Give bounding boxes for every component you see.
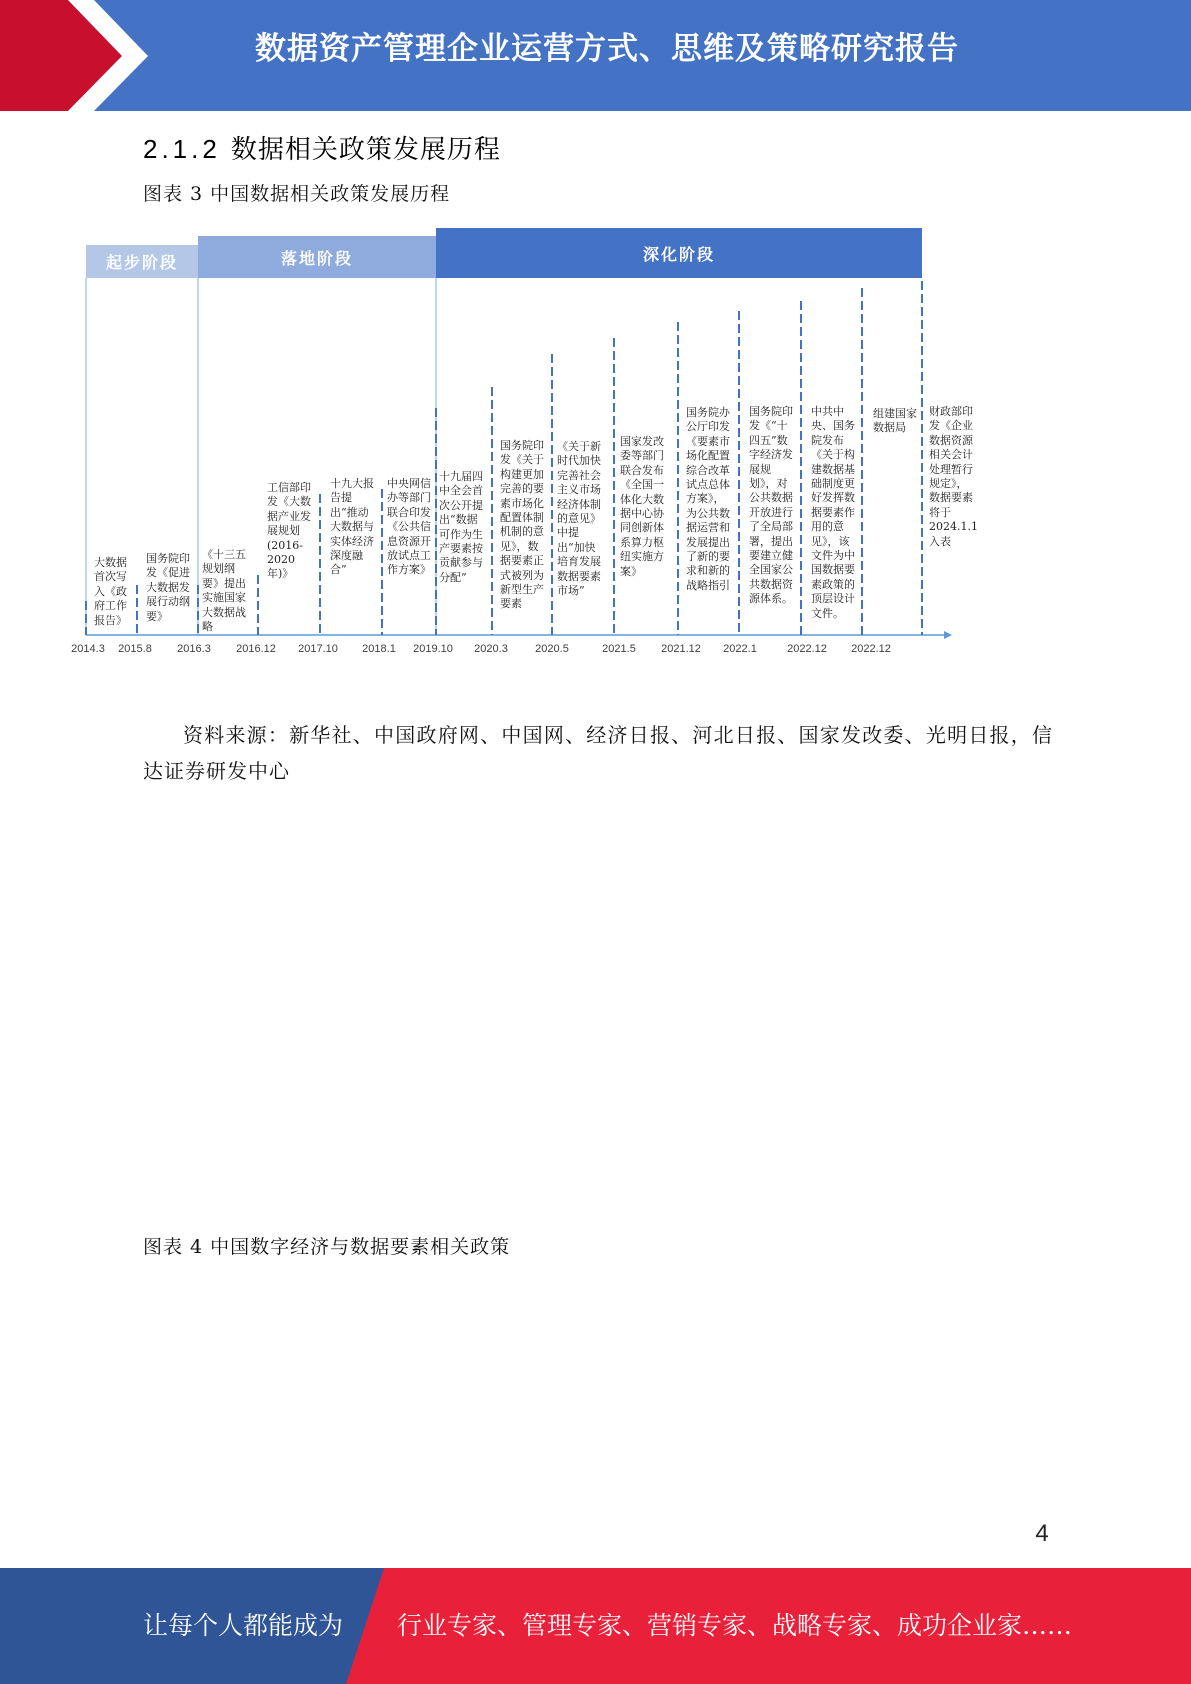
- footer-band: [0, 1568, 1191, 1684]
- axis-date-label: 2015.8: [118, 643, 152, 655]
- section-heading: [143, 132, 501, 166]
- axis-date-label: 2021.12: [661, 643, 701, 655]
- source-note: 资料来源：新华社、中国政府网、中国网、经济日报、河北日报、国家发改委、光明日报，信达证券研发中心: [143, 723, 1053, 783]
- page-number: 4: [1035, 1520, 1049, 1547]
- axis-date-label: 2019.10: [413, 643, 453, 655]
- timeline-event-text: 财政部印发《企业数据资源相关会计处理暂行规定》，数据要素将于2024.1.1入表: [929, 405, 978, 548]
- phase-landing-label: 落地阶段: [198, 236, 436, 278]
- timeline-event-text: 国务院印发《关于构建更加完善的要素市场化配置体制机制的意见》，数据要素正式被列为新型生产要素: [500, 439, 544, 611]
- axis-date-label: 2017.10: [298, 643, 338, 655]
- phase-deepening-label: 深化阶段: [436, 228, 922, 278]
- timeline-event-text: 国务院办公厅印发《要素市场化配置综合改革试点总体方案》，为公共数据运营和发展提出了新的要求和新的战略指引: [686, 406, 730, 592]
- timeline-event-text: 中央网信办等部门联合印发《公共信息资源开放试点工作方案》: [387, 477, 431, 577]
- figure-3-caption: 图表 3 中国数据相关政策发展历程: [143, 183, 451, 205]
- phase-start-label: 起步阶段: [86, 245, 198, 278]
- timeline-event-text: 《关于新时代加快完善社会主义市场经济体制的意见》中提出“加快培育发展数据要素市场”: [557, 440, 601, 598]
- timeline-event-text: 国家发改委等部门联合发布《全国一体化大数据中心协同创新体系算力枢纽实施方案》: [620, 435, 664, 578]
- header-arrow-decoration: [0, 0, 160, 111]
- axis-date-label: 2022.12: [851, 643, 891, 655]
- axis-date-label: 2018.1: [362, 643, 396, 655]
- timeline-event-text: 国务院印发《“十四五”数字经济发展规划》，对公共数据开放进行了全局部署，提出要建立健全国家公共数据资源体系。: [749, 405, 793, 606]
- policy-timeline-figure: [60, 220, 980, 670]
- axis-date-label: 2016.3: [177, 643, 211, 655]
- footer-slogan-roles: 行业专家、管理专家、营销专家、战略专家、成功企业家……: [397, 1611, 1073, 1640]
- timeline-event-text: 组建国家数据局: [873, 407, 917, 435]
- timeline-event-text: 中共中央、国务院发布《关于构建数据基础制度更好发挥数据要素作用的意见》，该文件为中国数据要素政策的顶层设计文件。: [811, 405, 855, 620]
- timeline-event-text: 《十三五规划纲要》提出实施国家大数据战略: [202, 548, 246, 634]
- timeline-event-text: 十九大报告提出“推动大数据与实体经济深度融合”: [330, 477, 374, 577]
- axis-date-label: 2016.12: [236, 643, 276, 655]
- section-title: 数据相关政策发展历程: [230, 134, 501, 164]
- axis-date-label: 2014.3: [71, 643, 105, 655]
- timeline-event-text: 大数据首次写入《政府工作报告》: [94, 556, 127, 627]
- timeline-event-text: 国务院印发《促进大数据发展行动纲要》: [146, 552, 190, 623]
- report-title: 数据资产管理企业运营方式、思维及策略研究报告: [255, 31, 959, 66]
- axis-date-label: 2021.5: [602, 643, 636, 655]
- axis-date-label: 2020.3: [474, 643, 508, 655]
- timeline-event-text: 工信部印发《大数据产业发展规划(2016-2020年)》: [267, 481, 311, 581]
- footer-slogan-lead: 让每个人都能成为: [143, 1611, 344, 1640]
- axis-date-label: 2020.5: [535, 643, 569, 655]
- header-band: [0, 0, 1191, 111]
- section-number: 2.1.2: [143, 134, 221, 164]
- timeline-axis-arrowhead: [944, 631, 952, 639]
- figure-4-caption: 图表 4 中国数字经济与数据要素相关政策: [143, 1236, 511, 1258]
- axis-date-label: 2022.1: [723, 643, 757, 655]
- timeline-event-text: 十九届四中全会首次公开提出“数据可作为生产要素按贡献参与分配”: [439, 470, 483, 584]
- axis-date-label: 2022.12: [787, 643, 827, 655]
